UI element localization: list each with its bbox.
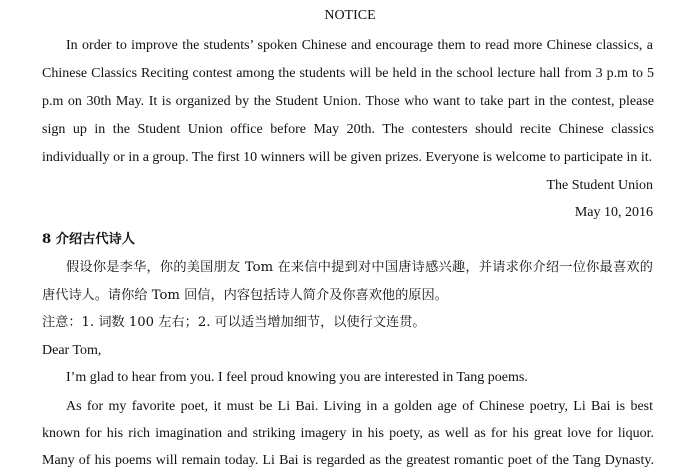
letter-salutation: Dear Tom,: [42, 343, 102, 358]
notice-signature: The Student Union: [546, 178, 653, 193]
task-note: 注意：1. 词数 100 左右；2. 可以适当增加细节，以使行文连贯。: [42, 315, 426, 330]
notice-line-5: individually or in a group. The first 10 winners will be given prizes. Everyone is welcome to participate in it.: [42, 150, 653, 165]
notice-line-3: p.m on 30th May. It is organized by the Student Union. Those who want to take part in the contest, please: [42, 94, 654, 109]
letter-line-1: I’m glad to hear from you. I feel proud knowing you are interested in Tang poems.: [66, 370, 528, 385]
notice-line-1: In order to improve the students’ spoken Chinese and encourage them to read more Chinese classics, a: [66, 38, 653, 53]
notice-line-4: sign up in the Student Union office before May 20th. The contesters should recite Chinese classics: [42, 122, 654, 137]
notice-line-2: Chinese Classics Reciting contest among the students will be held in the school lecture hall from 3 p.m to 5: [42, 66, 654, 81]
notice-title: NOTICE: [324, 8, 376, 23]
task-prompt-line-1: 假设你是李华，你的美国朋友 Tom 在来信中提到对中国唐诗感兴趣，并请求你介绍一位你最喜欢的: [66, 260, 653, 275]
task-heading: 8 介绍古代诗人: [42, 232, 135, 247]
task-prompt-line-2: 唐代诗人。请你给 Tom 回信，内容包括诗人简介及你喜欢他的原因。: [42, 288, 448, 303]
letter-line-4: Many of his poems will remain today. Li Bai is regarded as the greatest romantic poet of the Tang Dynasty.: [42, 453, 654, 468]
letter-line-2: As for my favorite poet, it must be Li Bai. Living in a golden age of Chinese poetry, Li Bai is best: [66, 399, 653, 414]
notice-date: May 10, 2016: [574, 205, 653, 220]
letter-line-3: known for his rich imagination and striking imagery in his poety, as well as for his great love for liquor.: [42, 426, 654, 441]
